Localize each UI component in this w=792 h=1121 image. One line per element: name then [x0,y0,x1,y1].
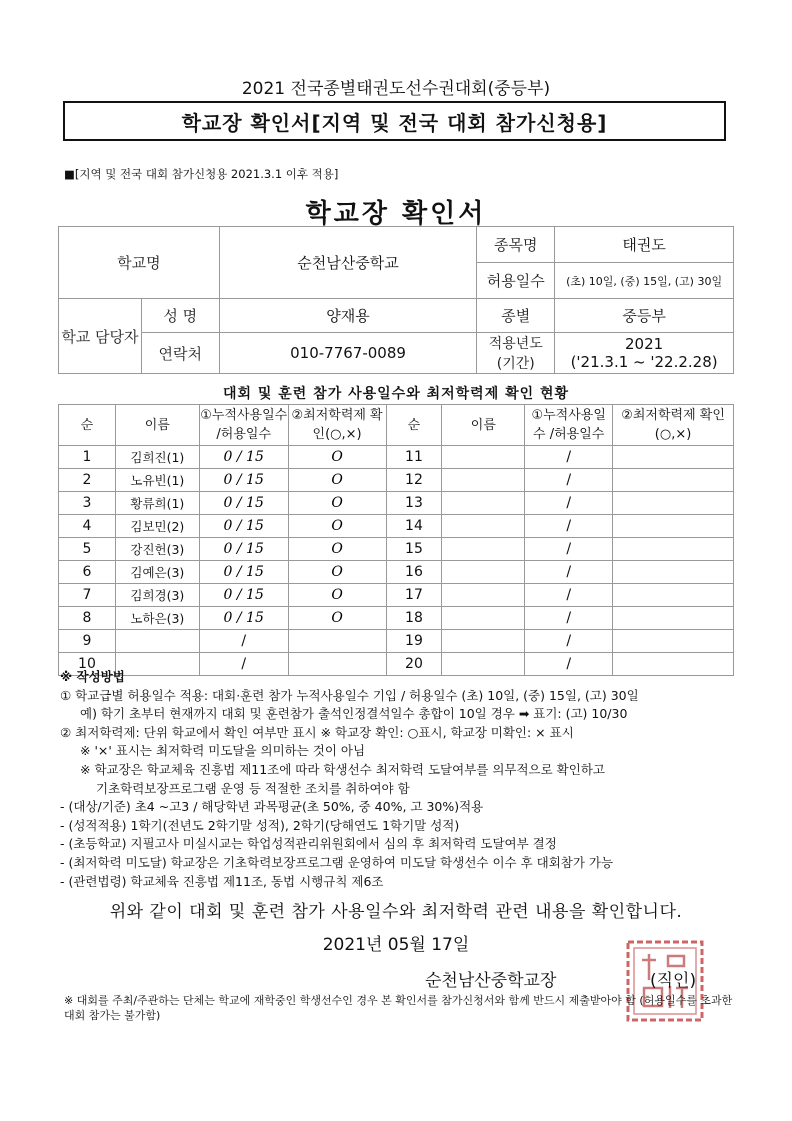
academic-check: O [288,446,386,469]
student-name: 김희경(3) [115,584,199,607]
allowed-days-label: 허용일수 [477,263,555,299]
row-number: 8 [59,607,116,630]
student-name [442,561,525,584]
student-name [442,538,525,561]
school-info-table [58,226,734,374]
student-name [442,515,525,538]
table-row [59,515,734,538]
year-value: 2021 [625,335,664,353]
student-name: 김보민(2) [115,515,199,538]
academic-check [613,561,734,584]
instructions-heading: ※ 작성방법 [60,669,125,684]
row-number: 1 [59,446,116,469]
days-used: 0 / 15 [199,492,288,515]
student-table [58,404,734,676]
student-name: 김예은(3) [115,561,199,584]
instruction-line: - (관련법령) 학교체육 진흥법 제11조, 동법 시행규칙 제6조 [60,873,384,889]
row-number: 15 [386,538,442,561]
academic-check [613,584,734,607]
row-number: 11 [386,446,442,469]
table-header-row [59,405,734,446]
contact-group-label: 학교 담당자 [59,299,142,374]
days-used: / [199,653,288,676]
days-used: / [525,584,613,607]
table-row [59,584,734,607]
days-used: 0 / 15 [199,538,288,561]
days-used: / [525,607,613,630]
header-academic: ②최저학력제 확인(○,×) [613,405,734,446]
event-title: 2021 전국종별태권도선수권대회(중등부) [241,79,551,99]
row-number: 12 [386,469,442,492]
school-name-value: 순천남산중학교 [219,227,477,299]
row-number: 6 [59,561,116,584]
row-number: 19 [386,630,442,653]
academic-check [288,630,386,653]
academic-check: O [288,538,386,561]
section-title: 대회 및 훈련 참가 사용일수와 최저학력제 확인 현황 [222,386,570,402]
academic-check [613,446,734,469]
header-name: 이름 [442,405,525,446]
contact-name-value: 양재용 [219,299,477,333]
contact-phone-label: 연락처 [141,333,219,374]
academic-check: O [288,515,386,538]
academic-check [613,492,734,515]
days-used: 0 / 15 [199,561,288,584]
days-used: 0 / 15 [199,584,288,607]
instruction-line: 기초학력보장프로그램 운영 등 적절한 조치를 취하여야 함 [96,780,410,796]
row-number: 4 [59,515,116,538]
days-used: 0 / 15 [199,515,288,538]
student-name: 노유빈(1) [115,469,199,492]
table-row [59,561,734,584]
footnote: ※ 대회를 주최/주관하는 단체는 학교에 재학중인 학생선수인 경우 본 확인서를 참가신청서와 함께 반드시 제출받아야 함 (허용일수를 초과한 대회 참가는 불가함) [64,994,733,1022]
confirmation-statement: 위와 같이 대회 및 훈련 참가 사용일수와 최저학력 관련 내용을 확인합니다. [109,902,683,922]
days-used: 0 / 15 [199,469,288,492]
table-row [59,492,734,515]
days-used: / [525,561,613,584]
instruction-line: - (초등학교) 지필고사 미실시교는 학업성적관리위원회에서 심의 후 최저학력 도달여부 결정 [60,836,557,852]
days-used: / [525,469,613,492]
days-used: 0 / 15 [199,607,288,630]
form-banner-text: 학교장 확인서[지역 및 전국 대회 참가신청용] [181,110,608,135]
allowed-days-text: (초) 10일, (중) 15일, (고) 30일 [566,274,723,288]
student-name [442,469,525,492]
instruction-line: 예) 학기 초부터 현재까지 대회 및 훈련참가 출석인정결석일수 총합이 10일 경우 ➡ 표기: (고) 10/30 [80,706,628,722]
contact-name-label: 성 명 [141,299,219,333]
principal-signature: 순천남산중학교장 [425,971,557,991]
academic-check: O [288,584,386,607]
days-used: / [525,446,613,469]
table-row [59,538,734,561]
header-no: 순 [386,405,442,446]
seal-label: (직인) [650,971,697,991]
row-number: 7 [59,584,116,607]
days-used: / [199,630,288,653]
issue-date: 2021년 05월 17일 [322,935,470,955]
table-row [59,607,734,630]
instruction-line: ① 학교급별 허용일수 적용: 대회·훈련 참가 누적사용일수 기입 / 허용일수 (초) 10일, (중) 15일, (고) 30일 [60,687,639,703]
allowed-days-value [555,263,734,299]
instructions [60,668,750,891]
sport-value: 태권도 [555,227,734,263]
student-name: 강진헌(3) [115,538,199,561]
table-row [59,446,734,469]
row-number: 2 [59,469,116,492]
sport-label: 종목명 [477,227,555,263]
table-row [59,469,734,492]
student-name [442,584,525,607]
student-name: 노하은(3) [115,607,199,630]
student-name [115,630,199,653]
year-label: 적용년도 (기간) [477,333,555,374]
row-number: 5 [59,538,116,561]
row-number: 10 [59,653,116,676]
instruction-line: ※ '×' 표시는 최저학력 미도달을 의미하는 것이 아님 [80,743,366,759]
academic-check: O [288,492,386,515]
header-days: ①누적사용일수 /허용일수 [199,405,288,446]
days-used: / [525,538,613,561]
row-number: 13 [386,492,442,515]
contact-phone-value: 010-7767-0089 [219,333,477,374]
academic-check [613,469,734,492]
student-name [442,607,525,630]
student-name [442,446,525,469]
student-name: 김희진(1) [115,446,199,469]
document-title: 학교장 확인서 [305,199,487,229]
instruction-line: ② 최저학력제: 단위 학교에서 확인 여부만 표시 ※ 학교장 확인: ○표시, 학교장 미확인: × 표시 [60,724,574,740]
instruction-line: - (최저학력 미도달) 학교장은 기초학력보장프로그램 운영하여 미도달 학생선수 이수 후 대회참가 가능 [60,854,614,870]
academic-check [613,538,734,561]
row-number: 3 [59,492,116,515]
days-used: / [525,653,613,676]
row-number: 16 [386,561,442,584]
academic-check: O [288,607,386,630]
academic-check [613,630,734,653]
row-number: 14 [386,515,442,538]
days-used: 0 / 15 [199,446,288,469]
student-name [442,492,525,515]
row-number: 20 [386,653,442,676]
row-number: 17 [386,584,442,607]
academic-check [613,607,734,630]
applies-note: ■[지역 및 전국 대회 참가신청용 2021.3.1 이후 적용] [64,167,339,181]
year-cell [555,333,734,374]
school-name-label: 학교명 [59,227,220,299]
form-banner [63,101,726,141]
academic-check: O [288,561,386,584]
academic-check [613,515,734,538]
days-used: / [525,492,613,515]
student-name [442,630,525,653]
row-number: 9 [59,630,116,653]
table-row [59,630,734,653]
days-used: / [525,630,613,653]
header-name: 이름 [115,405,199,446]
instruction-line: ※ 학교장은 학교체육 진흥법 제11조에 따라 학생선수 최저학력 도달여부를 의무적으로 확인하고 [80,761,605,777]
header-days: ①누적사용일수 /허용일수 [525,405,613,446]
period-value: ('21.3.1 ~ '22.2.28) [570,353,718,371]
row-number: 18 [386,607,442,630]
instruction-line: - (성적적용) 1학기(전년도 2학기말 성적), 2학기(당해연도 1학기말 성적) [60,817,460,833]
academic-check: O [288,469,386,492]
instruction-line: - (대상/기준) 초4 ~고3 / 해당학년 과목평균(초 50%, 중 40%, 고 30%)적용 [60,799,484,815]
header-no: 순 [59,405,116,446]
header-academic: ②최저학력제 확인(○,×) [288,405,386,446]
days-used: / [525,515,613,538]
division-label: 종별 [477,299,555,333]
division-value: 중등부 [555,299,734,333]
student-name: 황류희(1) [115,492,199,515]
